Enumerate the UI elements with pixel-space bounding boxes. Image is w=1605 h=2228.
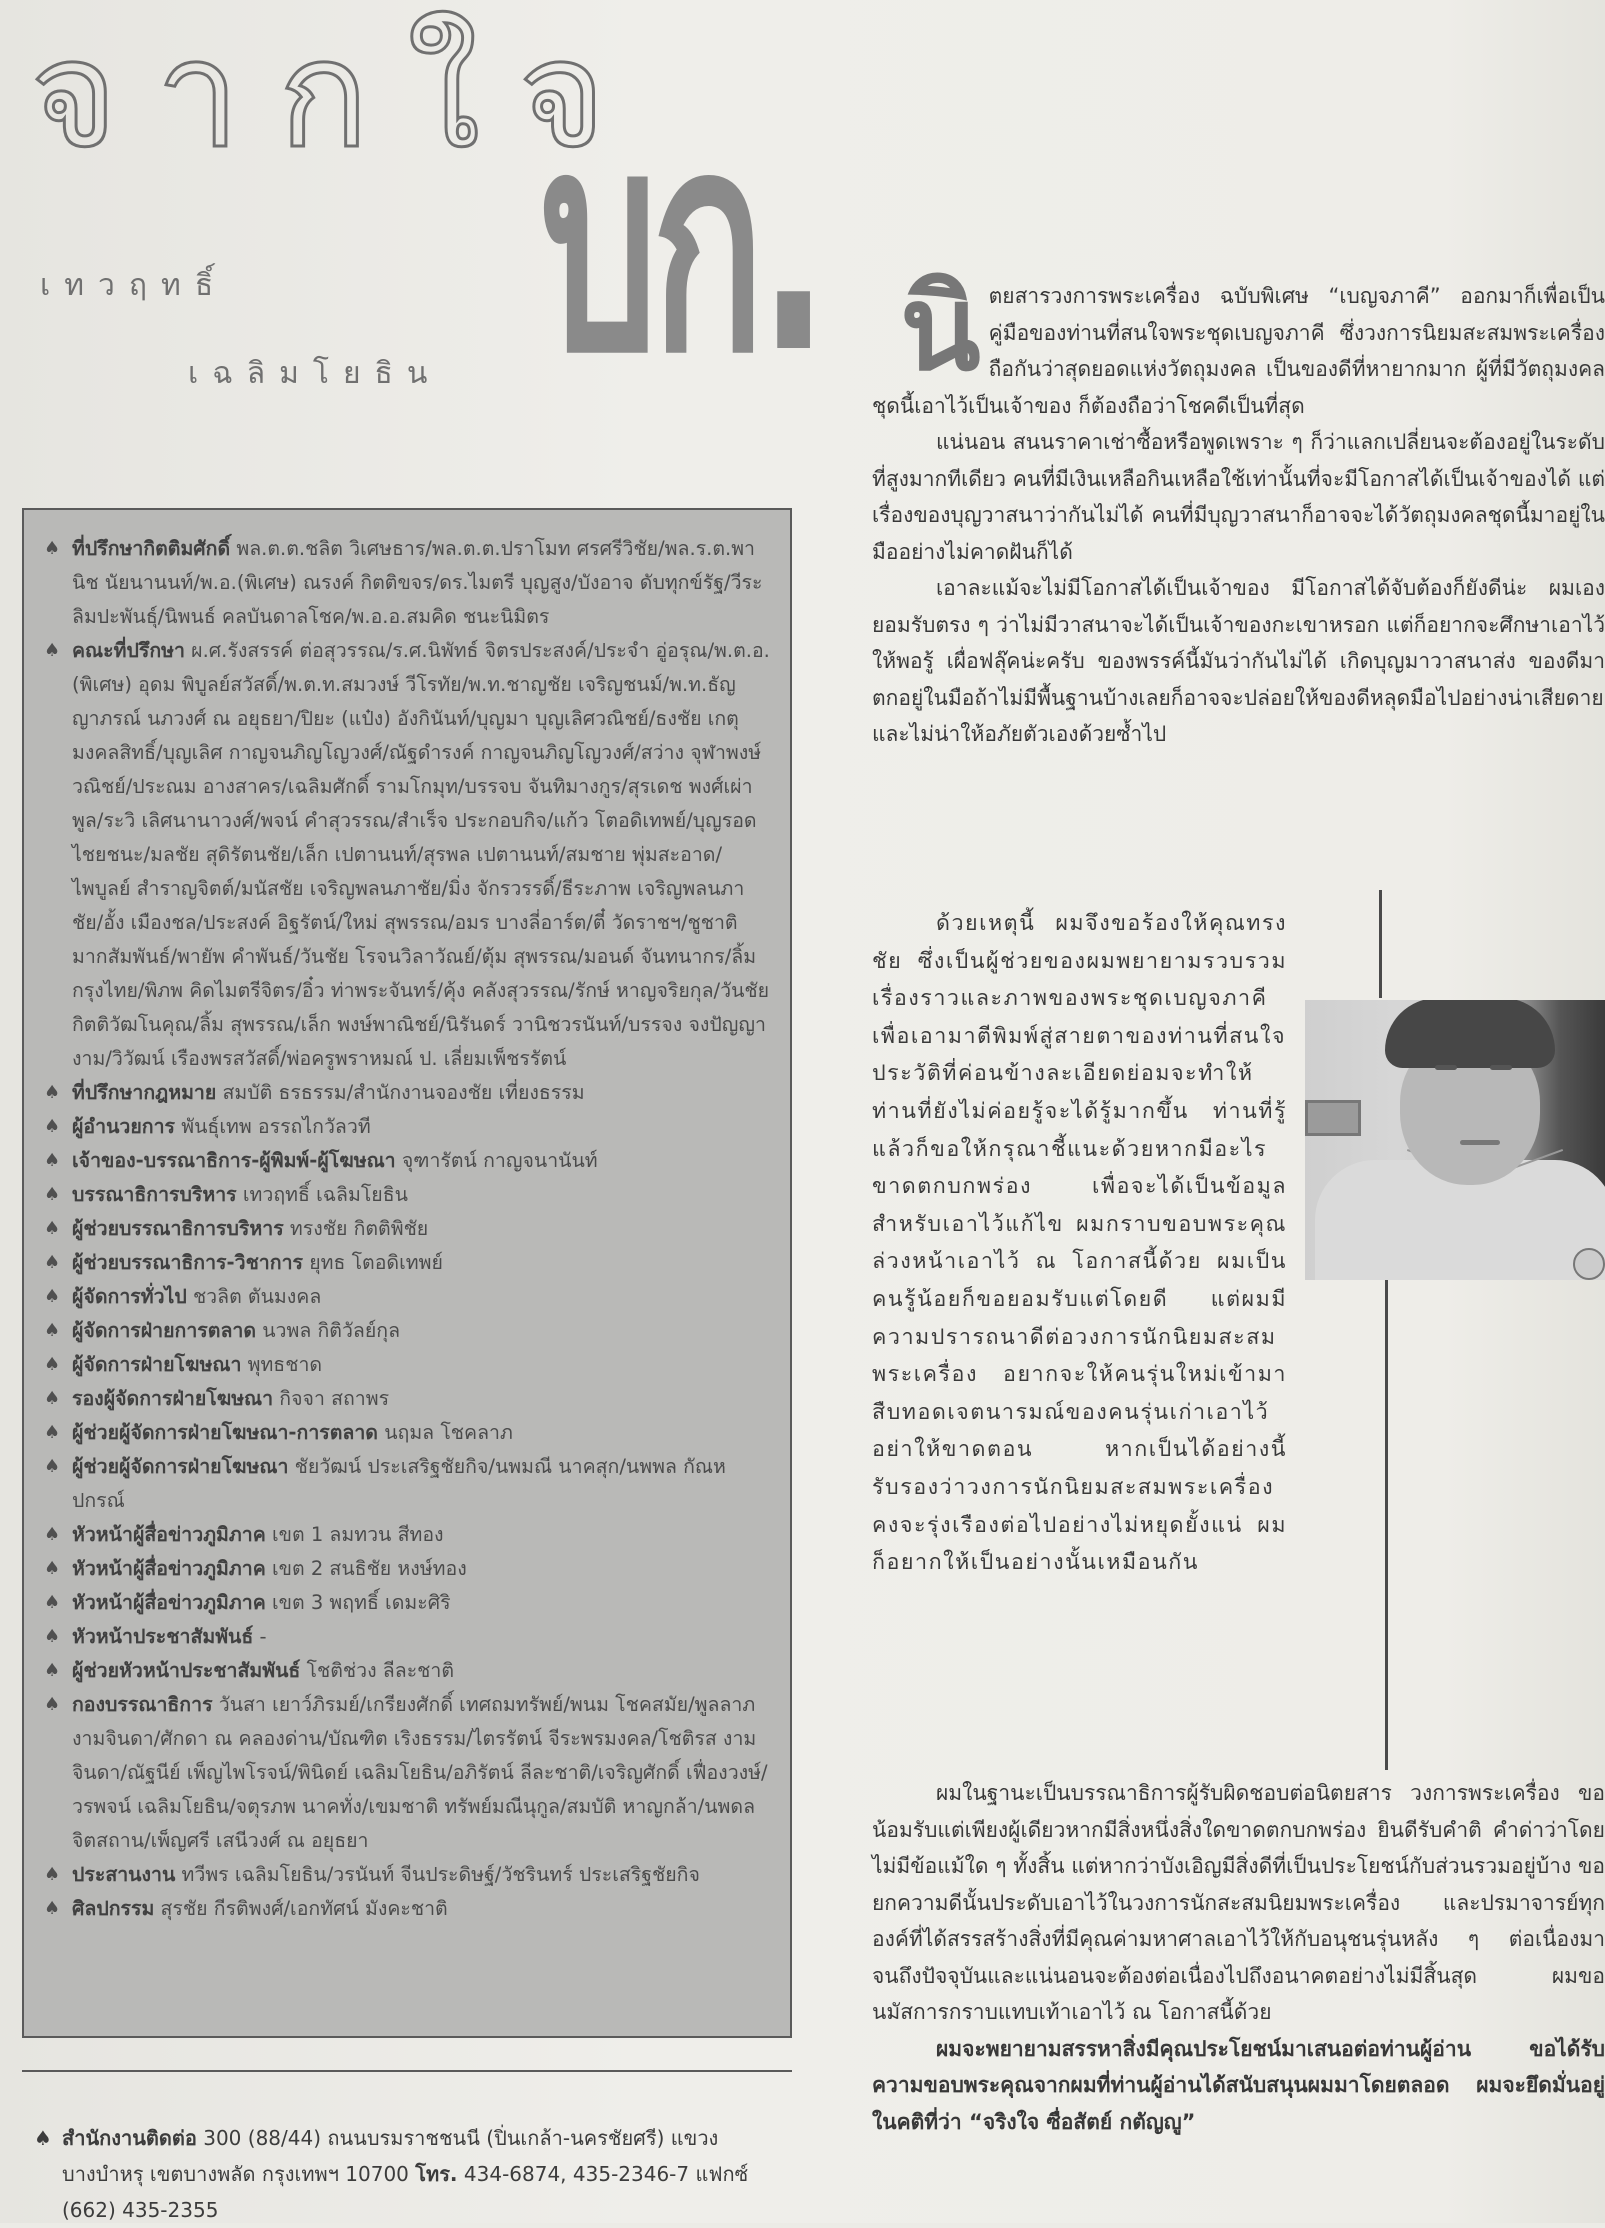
staff-names: - [259, 1625, 267, 1648]
drop-cap: นิ [900, 258, 981, 397]
staff-credit-item [44, 1178, 770, 1212]
staff-names: พุทธชาด [247, 1353, 323, 1376]
staff-names: ทวีพร เฉลิมโยธิน/วรนันท์ จีนประดิษฐ์/วัชรินทร์ ประเสริฐชัยกิจ [181, 1863, 700, 1886]
divider [22, 2070, 792, 2072]
phone-number: 434-6874, 435-2346-7 [463, 2162, 690, 2186]
staff-role: ผู้ช่วยหัวหน้าประชาสัมพันธ์ [72, 1659, 301, 1682]
photo-eye [1490, 1065, 1512, 1070]
editor-portrait-photo [1305, 1000, 1605, 1280]
staff-role: รองผู้จัดการฝ่ายโฆษณา [72, 1387, 274, 1410]
staff-credit-item [44, 1212, 770, 1246]
spade-bullet-icon: ♠ [44, 1252, 61, 1273]
title-from-heart: จากใจ [30, 8, 645, 182]
staff-names: กิจจา สถาพร [279, 1387, 390, 1410]
spade-bullet-icon: ♠ [44, 1286, 61, 1307]
staff-names: ยุทธ โตอดิเทพย์ [309, 1251, 443, 1274]
staff-names: นฤมล โชคลาภ [384, 1421, 513, 1444]
staff-credit-item [44, 1858, 770, 1892]
staff-credit-item [44, 532, 770, 634]
article-paragraph-2: แน่นอน สนนราคาเช่าซื้อหรือพูดเพราะ ๆ ก็ว่าแลกเปลี่ยนจะต้องอยู่ในระดับที่สูงมากทีเดียว คนที่มีเงินเหลือกินเหลือใช้เท่านั้นที่จะมีโอกาสได้เป็นเจ้าของได้ แต่เรื่องของบุญวาสนาว่ากันไม่ได้ คนที่มีบุญวาสนาก็อาจจะได้วัตถุมงคลชุดนี้มาอยู่ในมืออย่างไม่คาดฝันก็ได้ [872, 430, 1605, 564]
staff-credit-item [44, 1586, 770, 1620]
spade-bullet-icon: ♠ [44, 1218, 61, 1239]
staff-credit-item [44, 1416, 770, 1450]
staff-credit-item [44, 634, 770, 1076]
staff-role: ที่ปรึกษากฎหมาย [72, 1081, 217, 1104]
photo-background-frame [1305, 1100, 1361, 1136]
staff-credit-item [44, 1144, 770, 1178]
staff-role: เจ้าของ-บรรณาธิการ-ผู้พิมพ์-ผู้โฆษณา [72, 1149, 396, 1172]
staff-role: กองบรรณาธิการ [72, 1693, 213, 1716]
title-editor-abbrev: บก. [540, 70, 823, 419]
article-paragraph-3: เอาละแม้จะไม่มีโอกาสได้เป็นเจ้าของ มีโอกาสได้จับต้องก็ยังดีน่ะ ผมเองยอมรับตรง ๆ ว่าไม่มีวาสนาจะได้เป็นเจ้าของกะเขาหรอก แต่ก็อยากจะศึกษาเอาไว้ให้พอรู้ เผื่อฟลุ๊คน่ะครับ ของพรรค์นี้มันว่ากันไม่ได้ เกิดบุญมาวาสนาส่ง ของดีมาตกอยู่ในมือถ้าไม่มีพื้นฐานบ้างเลยก็อาจจะปล่อยให้ของดีหลุดมือไปอย่างน่าเสียดายและไม่น่าให้อภัยตัวเองด้วยซ้ำไป [872, 576, 1605, 746]
staff-credit-item [44, 1314, 770, 1348]
staff-names: พล.ต.ต.ชลิต วิเศษธาร/พล.ต.ต.ปราโมท ศรศรีวิชัย/พล.ร.ต.พานิช นัยนานนท์/พ.อ.(พิเศษ) ณรงค์ กิตติขจร/ดร.ไมตรี บุญสูง/บังอาจ ดับทุกข์รัฐ/วีระ ลิมปะพันธุ์/นิพนธ์ คลบันดาลโชค/พ.อ.อ.สมคิด ชนะนิมิตร [72, 537, 763, 628]
staff-credit-item [44, 1518, 770, 1552]
spade-bullet-icon: ♠ [44, 1150, 61, 1171]
fax-label: แฟกซ์ [695, 2162, 749, 2186]
staff-role: ผู้อำนวยการ [72, 1115, 176, 1138]
article-lower [872, 1775, 1605, 2140]
staff-names: ผ.ศ.รังสรรค์ ต่อสุวรรณ/ร.ศ.นิพัทธ์ จิตรประสงค์/ประจำ อู่อรุณ/พ.ต.อ.(พิเศษ) อุดม พิบูลย์สวัสดิ์/พ.ต.ท.สมวงษ์ วีโรทัย/พ.ท.ชาญชัย เจริญชนม์/พ.ท.ธัญญาภรณ์ นภวงศ์ ณ อยุธยา/ปิยะ (แป๋ง) อังกินันท์/บุญมา บุญเลิศวณิชย์/ธงชัย เกตุมงคลสิทธิ์/บุญเลิศ กาญจนภิญโญวงศ์/ณัฐดำรงค์ กาญจนภิญโญวงศ์/สว่าง จุฬาพงษ์วณิชย์/ประณม อางสาคร/เฉลิมศักดิ์ รามโกมุท/บรรจบ จันทิมางกูร/สุรเดช พงศ์เผ่าพูล/ระวิ เลิศนานาวงศ์/พจน์ คำสุวรรณ/สำเร็จ ประกอบกิจ/แก้ว โตอดิเทพย์/บุญรอด ไชยชนะ/มลชัย สุดิรัตนชัย/เล็ก เปตานนท์/สุรพล เปตานนท์/สมชาย พุ่มสะอาด/ไพบูลย์ สำราญจิตต์/มนัสชัย เจริญพลนภาชัย/มิ่ง จักรวรรดิ์/ธีระภาพ เจริญพลนภาชัย/อั้ง เมืองชล/ประสงค์ อิฐรัตน์/ใหม่ สุพรรณ/อมร บางลี่อาร์ต/ตี๋ วัดราชฯ/ชูชาติ มากสัมพันธ์/พายัพ คำพันธ์/วันชัย โรจนวิลาวัณย์/ตุ้ม สุพรรณ/มอนด์ จันทนากร/ลิ้ม กรุงไทย/พิภพ คิดไมตรีจิตร/อิ๋ว ท่าพระจันทร์/คุ้ง คลังสุวรรณ/รักษ์ หาญจริยกุล/วันชัย กิตติวัฒโนคุณ/ลิ้ม สุพรรณ/เล็ก พงษ์พาณิชย์/นิรันดร์ วานิชวรนันท์/บรรจง จงปัญญางาม/วิวัฒน์ เรืองพรสวัสดิ์/พ่อครูพราหมณ์ ป. เลี่ยมเพ็ชรรัตน์ [72, 639, 770, 1070]
staff-names: วันสา เยาว์ภิรมย์/เกรียงศักดิ์ เทศถมทรัพย์/พนม โชคสมัย/พูลลาภ งามจินดา/ศักดา ณ คลองด่าน/บัณฑิต เริงธรรม/ไตรรัตน์ จีระพรมงคล/โชติรส งามจินดา/ณัฐนีย์ เพ็ญไพโรจน์/พินิดย์ เฉลิมโยธิน/อภิรัตน์ ลีละชาติ/เจริญศักดิ์ เฟื่องวงษ์/วรพจน์ เฉลิมโยธิน/จตุรภพ นาคทั่ง/เขมชาติ ทรัพย์มณีนุกูล/สมบัติ หาญกล้า/นพดล จิตสถาน/เพ็ญศรี เสนีวงศ์ ณ อยุธยา [72, 1693, 768, 1852]
staff-names: โชติช่วง ลีละชาติ [306, 1659, 455, 1682]
spade-bullet-icon: ♠ [44, 1694, 61, 1715]
spade-bullet-icon: ♠ [44, 1626, 61, 1647]
staff-role: ผู้ช่วยบรรณาธิการบริหาร [72, 1217, 284, 1240]
badge-icon [1573, 1248, 1605, 1280]
spade-bullet-icon: ♠ [44, 1422, 61, 1443]
fax-number: (662) 435-2355 [62, 2198, 219, 2222]
spade-bullet-icon: ♠ [44, 538, 61, 559]
author-last-name: เฉลิมโยธิน [188, 356, 442, 391]
staff-role: ผู้ช่วยผู้จัดการฝ่ายโฆษณา [72, 1455, 289, 1478]
staff-role: หัวหน้าผู้สื่อข่าวภูมิภาค [72, 1523, 266, 1546]
staff-role: คณะที่ปรึกษา [72, 639, 185, 662]
spade-bullet-icon: ♠ [44, 1184, 61, 1205]
contact-address: 300 (88/44) ถนนบรมราชชนนี (ปิ่นเกล้า-นครชัยศรี) แขวงบางบำหรุ เขตบางพลัด กรุงเทพฯ 10700 [62, 2126, 719, 2186]
staff-credit-item [44, 1450, 770, 1518]
spade-bullet-icon: ♠ [44, 1898, 61, 1919]
staff-role: ประสานงาน [72, 1863, 176, 1886]
staff-names: เขต 3 พฤทธิ์ เดมะศิริ [271, 1591, 451, 1614]
article-intro: ตยสารวงการพระเครื่อง ฉบับพิเศษ “เบญจภาคี” ออกมาก็เพื่อเป็นคู่มือของท่านที่สนใจพระชุดเบญจภาคี ซึ่งวงการนิยมสะสมพระเครื่องถือกันว่าสุดยอดแห่งวัตถุมงคล เป็นของดีที่หายากมาก ผู้ที่มีวัตถุมงคลชุดนี้เอาไว้เป็นเจ้าของ ก็ต้องถือว่าโชคดีเป็นที่สุด [872, 284, 1605, 418]
spade-bullet-icon: ♠ [44, 1082, 61, 1103]
spade-bullet-icon: ♠ [44, 1558, 61, 1579]
photo-mouth [1460, 1140, 1500, 1145]
spade-bullet-icon: ♠ [44, 1320, 61, 1341]
staff-credit-item [44, 1280, 770, 1314]
staff-credit-item [44, 1688, 770, 1858]
staff-role: บรรณาธิการบริหาร [72, 1183, 237, 1206]
staff-role: ที่ปรึกษากิตติมศักดิ์ [72, 537, 231, 560]
staff-credit-item [44, 1552, 770, 1586]
spade-bullet-icon: ♠ [44, 1592, 61, 1613]
staff-names: นวพล กิติวัลย์กุล [262, 1319, 401, 1342]
spade-bullet-icon: ♠ [44, 1456, 61, 1477]
author-first-name: เทวฤทธิ์ [40, 268, 228, 303]
spade-bullet-icon: ♠ [34, 2126, 52, 2150]
staff-role: หัวหน้าผู้สื่อข่าวภูมิภาค [72, 1591, 266, 1614]
spade-bullet-icon: ♠ [44, 1116, 61, 1137]
staff-role: ผู้จัดการทั่วไป [72, 1285, 187, 1308]
staff-names: พันธุ์เทพ อรรถไกวัลวที [181, 1115, 371, 1138]
staff-role: หัวหน้าประชาสัมพันธ์ [72, 1625, 254, 1648]
photo-eye [1435, 1065, 1457, 1070]
spade-bullet-icon: ♠ [44, 1388, 61, 1409]
staff-names: ชวลิต ตันมงคล [192, 1285, 322, 1308]
staff-names: เทวฤทธิ์ เฉลิมโยธิน [242, 1183, 408, 1206]
spade-bullet-icon: ♠ [44, 1524, 61, 1545]
staff-role: หัวหน้าผู้สื่อข่าวภูมิภาค [72, 1557, 266, 1580]
spade-bullet-icon: ♠ [44, 1660, 61, 1681]
staff-names: สุรชัย กีรติพงศ์/เอกทัศน์ มังคะชาติ [160, 1897, 448, 1920]
article-paragraph-6: ผมจะพยายามสรรหาสิ่งมีคุณประโยชน์มาเสนอต่อท่านผู้อ่าน ขอได้รับความขอบพระคุณจากผมที่ท่านผู้อ่านได้สนับสนุนผมมาโดยตลอด ผมจะยึดมั่นอยู่ในคติที่ว่า “จริงใจ ซื่อสัตย์ กตัญญู” [872, 2036, 1605, 2134]
staff-role: ผู้จัดการฝ่ายการตลาด [72, 1319, 257, 1342]
spade-bullet-icon: ♠ [44, 640, 61, 661]
article-paragraph-4: ด้วยเหตุนี้ ผมจึงขอร้องให้คุณทรงชัย ซึ่งเป็นผู้ช่วยของผมพยายามรวบรวมเรื่องราวและภาพของพระชุดเบญจภาคี เพื่อเอามาตีพิมพ์สู่สายตาของท่านที่สนใจ ประวัติที่ค่อนข้างละเอียดย่อมจะทำให้ท่านที่ยังไม่ค่อยรู้จะได้รู้มากขึ้น ท่านที่รู้แล้วก็ขอให้กรุณาชี้แนะด้วยหากมีอะไรขาดตกบกพร่อง เพื่อจะได้เป็นข้อมูลสำหรับเอาไว้แก้ไข ผมกราบขอบพระคุณล่วงหน้าเอาไว้ ณ โอกาสนี้ด้วย ผมเป็นคนรู้น้อยก็ขอยอมรับแต่โดยดี แต่ผมมีความปรารถนาดีต่อวงการนักนิยมสะสมพระเครื่อง อยากจะให้คนรุ่นใหม่เข้ามาสืบทอดเจตนารมณ์ของคนรุ่นเก่าเอาไว้อย่าให้ขาดตอน หากเป็นได้อย่างนี้รับรองว่าวงการนักนิยมสะสมพระเครื่องคงจะรุ่งเรืองต่อไปอย่างไม่หยุดยั้งแน่ ผมก็อยากให้เป็นอย่างนั้นเหมือนกัน [872, 911, 1287, 1576]
staff-names: จุฑารัตน์ กาญจนานันท์ [401, 1149, 598, 1172]
vertical-rule [1379, 890, 1382, 998]
staff-credit-item [44, 1892, 770, 1926]
phone-label: โทร. [415, 2162, 458, 2186]
staff-credit-item [44, 1076, 770, 1110]
article-narrow-column [872, 905, 1287, 1582]
spade-bullet-icon: ♠ [44, 1864, 61, 1885]
staff-role: ผู้จัดการฝ่ายโฆษณา [72, 1353, 242, 1376]
staff-role: ผู้ช่วยผู้จัดการฝ่ายโฆษณา-การตลาด [72, 1421, 378, 1444]
staff-credit-item [44, 1246, 770, 1280]
editorial-article [872, 258, 1605, 753]
staff-names: ทรงชัย กิตติพิชัย [289, 1217, 429, 1240]
contact-info [22, 2120, 792, 2228]
staff-credit-item [44, 1654, 770, 1688]
staff-names: เขต 2 สนธิชัย หงษ์ทอง [271, 1557, 467, 1580]
photo-hair [1385, 1000, 1555, 1068]
staff-names: สมบัติ ธรธรรม/สำนักงานจองชัย เที่ยงธรรม [222, 1081, 585, 1104]
staff-role: ศิลปกรรม [72, 1897, 155, 1920]
staff-credit-item [44, 1348, 770, 1382]
contact-label: สำนักงานติดต่อ [62, 2126, 197, 2150]
staff-credit-item [44, 1382, 770, 1416]
staff-role: ผู้ช่วยบรรณาธิการ-วิชาการ [72, 1251, 303, 1274]
staff-names: ชัยวัฒน์ ประเสริฐชัยกิจ/นพมณี นาคสุก/นพพล กัณหปกรณ์ [72, 1455, 726, 1512]
staff-credits-box [22, 508, 792, 2038]
staff-credit-item [44, 1620, 770, 1654]
staff-names: เขต 1 ลมทวน สีทอง [271, 1523, 444, 1546]
spade-bullet-icon: ♠ [44, 1354, 61, 1375]
article-paragraph-5: ผมในฐานะเป็นบรรณาธิการผู้รับผิดชอบต่อนิตยสาร วงการพระเครื่อง ขอน้อมรับแต่เพียงผู้เดียวหากมีสิ่งหนึ่งสิ่งใดขาดตกบกพร่อง ยินดีรับคำติ คำด่าว่าโดยไม่มีข้อแม้ใด ๆ ทั้งสิ้น แต่หากว่าบังเอิญมีสิ่งดีที่เป็นประโยชน์กับส่วนรวมอยู่บ้าง ขอยกความดีนั้นประดับเอาไว้ในวงการนักสะสมนิยมพระเครื่อง และปรมาจารย์ทุกองค์ที่ได้สรรสร้างสิ่งที่มีคุณค่ามหาศาลเอาไว้ให้กับอนุชนรุ่นหลัง ๆ ต่อเนื่องมาจนถึงปัจจุบันและแน่นอนจะต้องต่อเนื่องไปถึงอนาคตอย่างไม่มีสิ้นสุด ผมขอนมัสการกราบแทบเท้าเอาไว้ ณ โอกาสนี้ด้วย [872, 1781, 1605, 2024]
staff-credit-item [44, 1110, 770, 1144]
vertical-rule [1385, 1280, 1388, 1770]
